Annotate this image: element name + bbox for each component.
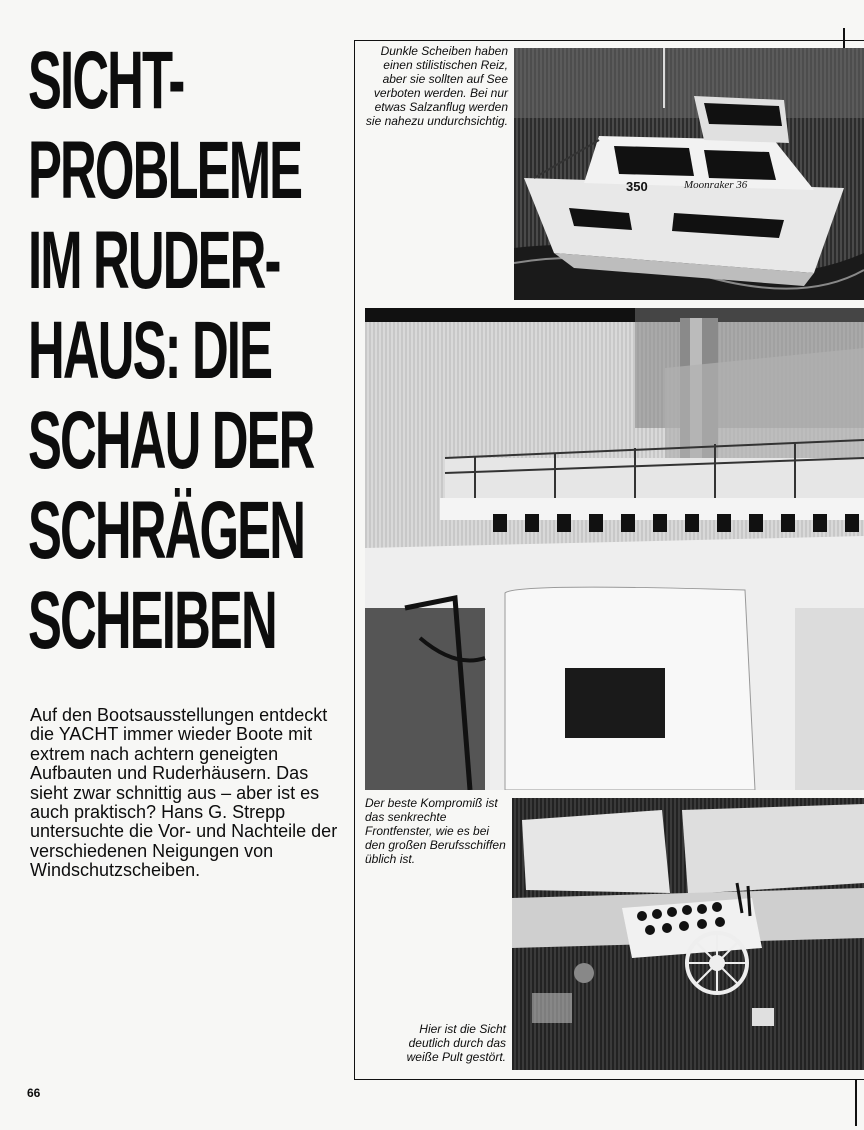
headline <box>28 35 314 666</box>
headline-line: SCHEIBEN <box>28 575 276 666</box>
headline-line: IM RUDER- <box>28 215 280 306</box>
hull-name: Moonraker 36 <box>684 179 748 191</box>
photo-ship-wheelhouse <box>365 308 864 790</box>
headline-line: SCHAU DER <box>28 395 314 486</box>
caption-photo-3-top: Der beste Kompromiß ist das senkrechte Frontfenster, wie es bei den großen Berufsschiffen üblich ist. <box>365 796 506 866</box>
hull-number: 350 <box>626 179 648 194</box>
crop-mark <box>843 28 845 50</box>
headline-line: HAUS: DIE <box>28 305 272 396</box>
headline-line: SCHRÄGEN <box>28 485 305 576</box>
crop-mark <box>855 1080 857 1126</box>
lead-paragraph: Auf den Bootsausstellungen entdeckt die YACHT immer wieder Boote mit extrem nach achtern geneigten Aufbauten und Ruderhäusern. Das sieht zwar schnittig aus – aber ist es auch praktisch? Hans G. Strepp untersuchte die Vor- und Nachteile der verschiedenen Neigungen von Windschutzscheiben. <box>30 705 338 881</box>
photo-bridge-console <box>512 798 864 1070</box>
headline-line: PROBLEME <box>28 125 302 216</box>
caption-photo-3-bottom: Hier ist die Sicht deutlich durch das weiße Pult gestört. <box>406 1022 506 1064</box>
caption-photo-1: Dunkle Scheiben haben einen stilistischen Reiz, aber sie sollten auf See verboten werden. Bei nur etwas Salzanflug werden sie nahezu undurchsichtig. <box>365 44 508 128</box>
photo-motor-yacht <box>514 48 864 300</box>
page-number: 66 <box>27 1086 41 1100</box>
headline-line: SICHT- <box>28 35 184 126</box>
